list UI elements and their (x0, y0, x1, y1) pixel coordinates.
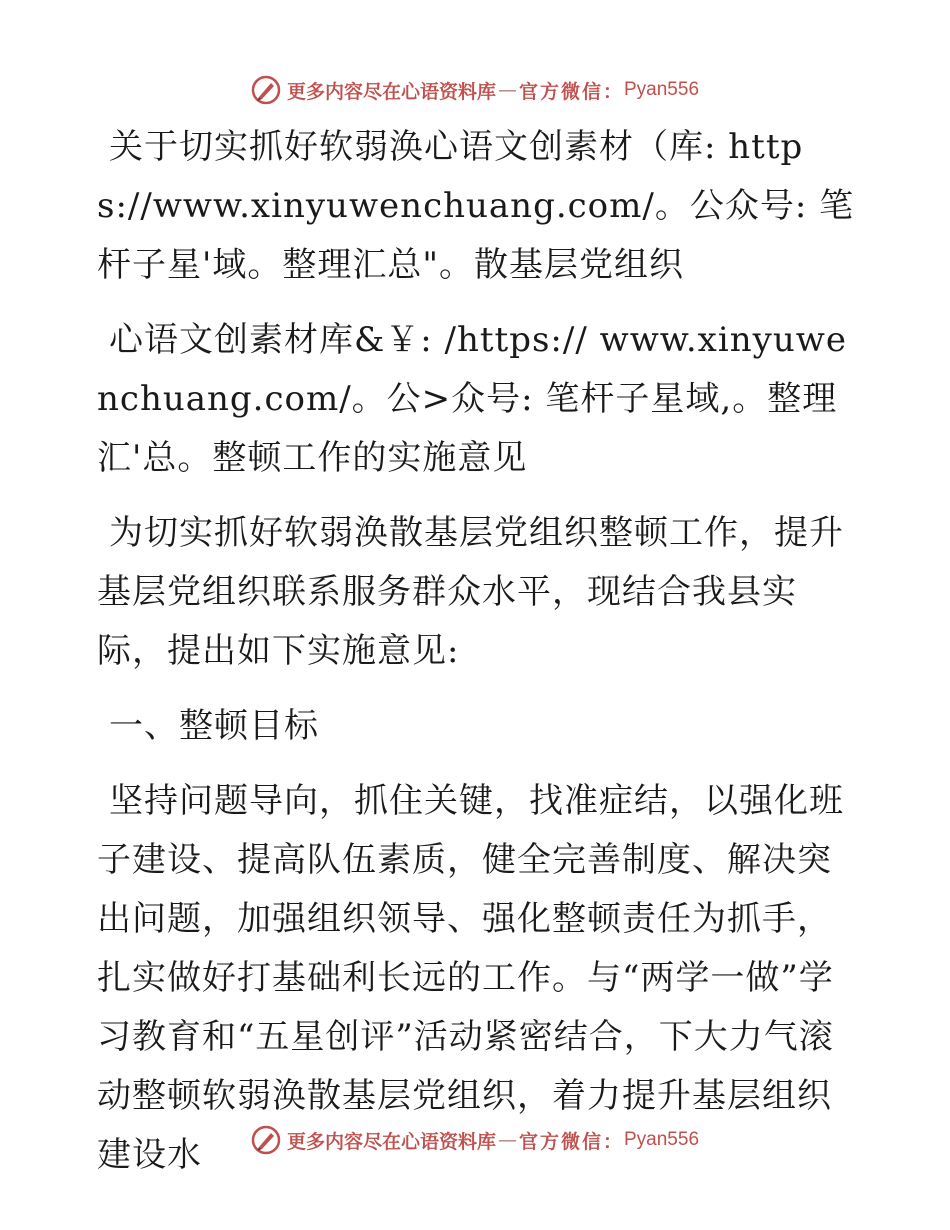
section-heading-goals: 一、整顿目标 (109, 706, 319, 746)
watermark-separator: — (497, 1129, 517, 1151)
watermark-header (0, 70, 950, 110)
pen-logo-icon (251, 1125, 281, 1155)
watermark-wechat-id: Pyan556 (624, 79, 700, 100)
watermark-footer (0, 1120, 950, 1160)
paragraph-subtitle-line: 心语文创素材库&￥: /https:// www.xinyuwenchuang.com/。公>众号: 笔杆子星域,。整理汇'总。整顿工作的实施意见 (97, 320, 847, 478)
watermark-wechat-id: Pyan556 (624, 1129, 700, 1150)
watermark-site-text: 更多内容尽在心语资料库 (286, 1130, 496, 1153)
watermark-official-label: 官方微信： (518, 1130, 624, 1153)
watermark-official-label: 官方微信： (518, 80, 624, 103)
paragraph-goals-body: 坚持问题导向，抓住关键，找准症结，以强化班子建设、提高队伍素质，健全完善制度、解决突出问题，加强组织领导、强化整顿责任为抓手，扎实做好打基础利长远的工作。与“两学一做”学习教育和“五星创评”活动紧密结合，下大力气滚动整顿软弱涣散基层党组织，着力提升基层组织建设水 (97, 781, 844, 1175)
paragraph-title-line: 关于切实抓好软弱涣心语文创素材（库: https://www.xinyuwenchuang.com/。公众号: 笔杆子星'域。整理汇总"。散基层党组织 (97, 127, 855, 285)
paragraph-intro: 为切实抓好软弱涣散基层党组织整顿工作，提升基层党组织联系服务群众水平，现结合我县实际，提出如下实施意见: (97, 513, 844, 671)
pen-logo-icon (251, 75, 281, 105)
watermark-separator: — (497, 79, 517, 101)
watermark-site-text: 更多内容尽在心语资料库 (286, 80, 496, 103)
document-body (97, 118, 857, 1201)
